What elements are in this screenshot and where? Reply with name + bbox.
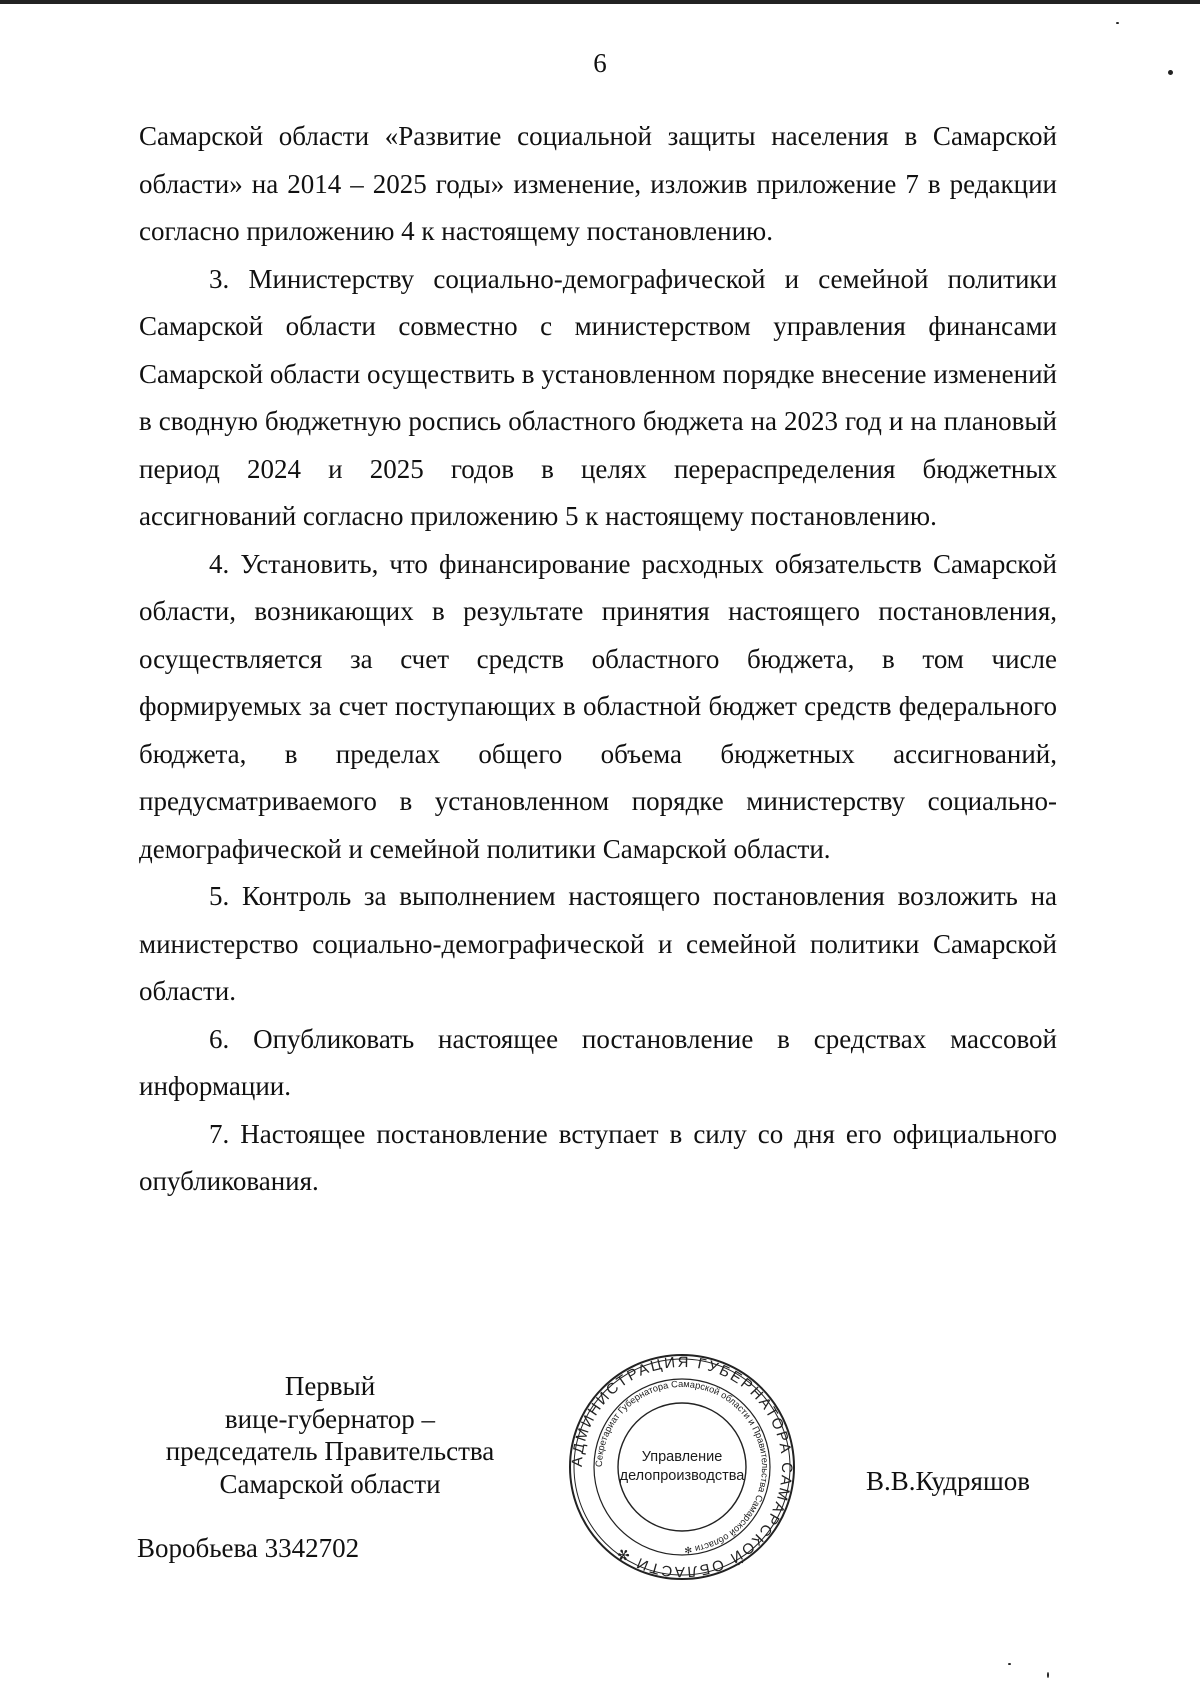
paragraph-3: 3. Министерству социально-демографической и семейной политики Самарской области совместно с министерством управления финансами Самарской области осуществить в установленном порядке внесение изменений в сводную бюджетную роспись областного бюджета на 2023 год и на плановый период 2024 и 2025 годов в целях перераспределения бюджетных ассигнований согласно приложению 5 к настоящему постановлению. [139, 263, 1057, 531]
paragraph-4: 4. Установить, что финансирование расходных обязательств Самарской области, возникающих в результате принятия настоящего постановления, осуществляется за счет средств областного бюджета, в том числе формируемых за счет поступающих в областной бюджет средств федерального бюджета, в пределах общего объема бюджетных ассигнований, предусматриваемого в установленном порядке министерству социально-демографической и семейной политики Самарской области. [139, 548, 1057, 864]
signatory-title-line: председатель Правительства [165, 1436, 495, 1466]
stamp-outer-text: АДМИНИСТРАЦИЯ ГУБЕРНАТОРА САМАРСКОЙ ОБЛАСТИ ✻ [568, 1353, 796, 1581]
official-stamp [567, 1352, 797, 1582]
scan-speck [1168, 70, 1173, 75]
signatory-title-line: вице-губернатор – [224, 1403, 436, 1434]
signatory-name: В.В.Кудряшов [866, 1466, 1030, 1496]
scan-speck [1008, 1663, 1011, 1665]
page-number: 6 [593, 48, 607, 78]
stamp-center [615, 1448, 749, 1486]
stamp-center-line: Управление [641, 1449, 723, 1465]
executor-contact: Воробьева 3342702 [137, 1533, 360, 1563]
stamp-center-line: делопроизводства [619, 1468, 745, 1484]
stamp-inner-text: Секретариат Губернатора Самарской области и Правительства Самарской области ✻ [593, 1378, 771, 1556]
signatory-title [140, 1370, 520, 1500]
signatory-title-line: Первый [284, 1371, 376, 1401]
paragraph-5: 5. Контроль за выполнением настоящего постановления возложить на министерство социально-демографической и семейной политики Самарской области. [139, 881, 1057, 1006]
paragraph-7: 7. Настоящее постановление вступает в силу со дня его официального опубликования. [139, 1118, 1057, 1196]
paragraph-6: 6. Опубликовать настоящее постановление в средствах массовой информации. [139, 1023, 1057, 1101]
scan-top-border [0, 0, 1200, 4]
paragraph-continuation: Самарской области «Развитие социальной защиты населения в Самарской области» на 2014 – 2025 годы» изменение, изложив приложение 7 в редакции согласно приложению 4 к настоящему постановлению. [139, 121, 1057, 246]
scan-speck [1047, 1672, 1049, 1678]
document-body [139, 113, 1057, 1206]
scan-speck [1116, 22, 1119, 24]
signatory-title-line: Самарской области [219, 1468, 441, 1499]
